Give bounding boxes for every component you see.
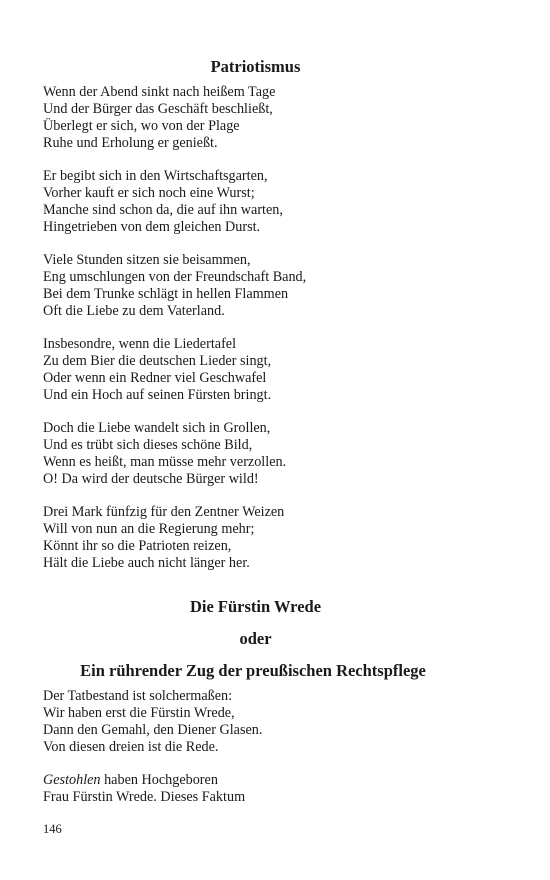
verse-line: Oder wenn ein Redner viel Geschwafel [43,370,267,386]
verse-line: Wenn es heißt, man müsse mehr verzollen. [43,454,287,470]
verse-line: O! Da wird der deutsche Bürger wild! [43,471,259,487]
verse-line: Frau Fürstin Wrede. Dieses Faktum [43,789,246,805]
poem-section-fuerstin-wrede [43,596,468,806]
italic-word: Gestohlen [43,772,101,788]
stanza-2 [43,168,468,236]
verse-line: Er begibt sich in den Wirtschaftsgarten, [43,168,268,184]
verse-line: Und es trübt sich dieses schöne Bild, [43,437,253,453]
verse-line: Wenn der Abend sinkt nach heißem Tage [43,84,276,100]
stanza-5 [43,420,468,488]
verse-line: Bei dem Trunke schlägt in hellen Flammen [43,286,289,302]
verse-line: Dann den Gemahl, den Diener Glasen. [43,722,263,738]
verse-line: Und ein Hoch auf seinen Fürsten bringt. [43,387,272,403]
verse-line: Insbesondre, wenn die Liedertafel [43,336,237,352]
verse-line: Doch die Liebe wandelt sich in Grollen, [43,420,271,436]
verse-line: Überlegt er sich, wo von der Plage [43,118,240,134]
verse-line: Oft die Liebe zu dem Vaterland. [43,303,225,319]
stanza-wrede-2 [43,772,468,806]
page-number: 146 [43,822,62,836]
verse-line: Vorher kauft er sich noch eine Wurst; [43,185,255,201]
verse-line: Hingetrieben von dem gleichen Durst. [43,219,261,235]
page-content [43,56,468,822]
stanza-3 [43,252,468,320]
stanza-6 [43,504,468,572]
verse-line: Zu dem Bier die deutschen Lieder singt, [43,353,272,369]
verse-line [43,772,468,789]
stanza-1 [43,84,468,152]
verse-line: Eng umschlungen von der Freundschaft Band, [43,269,307,285]
poem-subtitle: Ein rührender Zug der preußischen Rechtspflege [80,661,426,680]
verse-line: Manche sind schon da, die auf ihn warten, [43,202,283,218]
verse-line: Wir haben erst die Fürstin Wrede, [43,705,235,721]
verse-line: Könnt ihr so die Patrioten reizen, [43,538,232,554]
verse-line: Will von nun an die Regierung mehr; [43,521,255,537]
verse-line: Und der Bürger das Geschäft beschließt, [43,101,273,117]
poem-title-patriotismus: Patriotismus [210,57,301,76]
verse-line-rest: haben Hochgeboren [100,772,218,788]
verse-line: Der Tatbestand ist solchermaßen: [43,688,233,704]
verse-line: Von diesen dreien ist die Rede. [43,739,219,755]
verse-line: Ruhe und Erholung er genießt. [43,135,218,151]
verse-line: Hält die Liebe auch nicht länger her. [43,555,250,571]
verse-line: Drei Mark fünfzig für den Zentner Weizen [43,504,285,520]
poem-title-fuerstin-wrede: Die Fürstin Wrede [189,597,322,616]
stanza-4 [43,336,468,404]
verse-line: Viele Stunden sitzen sie beisammen, [43,252,251,268]
poem-title-oder: oder [239,629,272,648]
stanza-wrede-1 [43,688,468,756]
